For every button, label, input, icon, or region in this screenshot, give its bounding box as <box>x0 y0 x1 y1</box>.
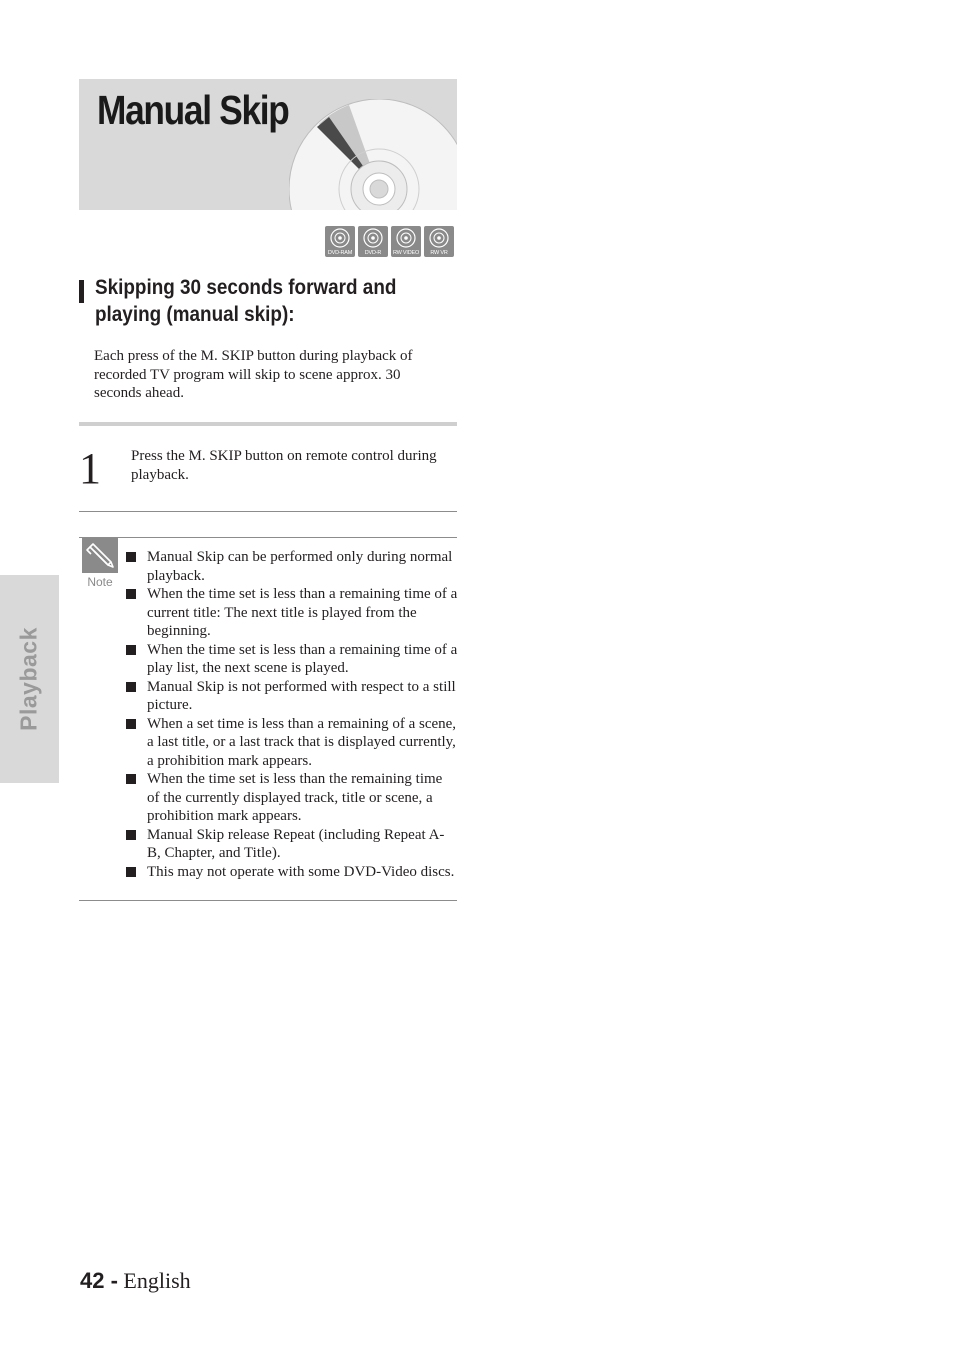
square-bullet-icon <box>126 867 136 877</box>
intro-paragraph: Each press of the M. SKIP button during playback of recorded TV program will skip to scene approx. 30 seconds ahead. <box>94 348 413 401</box>
divider-after-step <box>79 511 457 512</box>
disc-badge-icon <box>396 228 416 248</box>
disc-badge-dvd-ram <box>325 226 355 257</box>
square-bullet-icon <box>126 774 136 784</box>
page-number: 42 - <box>80 1268 118 1293</box>
section-heading-line2: playing (manual skip): <box>95 303 295 326</box>
step-number: 1 <box>79 444 101 493</box>
note-item: Manual Skip release Repeat (including Repeat A-B, Chapter, and Title). <box>126 826 458 863</box>
note-item: Manual Skip can be performed only during normal playback. <box>126 548 458 585</box>
disc-badge-label: RW VIDEO <box>392 250 420 256</box>
disc-type-badges <box>325 226 454 257</box>
disc-icon <box>289 99 457 210</box>
disc-badge-icon <box>363 228 383 248</box>
divider-note-bottom <box>79 900 457 901</box>
square-bullet-icon <box>126 682 136 692</box>
note-list <box>126 548 458 881</box>
page-title: Manual Skip <box>97 87 289 133</box>
section-marker-bar <box>79 280 84 303</box>
footer-language: English <box>123 1268 191 1293</box>
disc-badge-label: DVD-R <box>364 250 382 256</box>
disc-badge-icon <box>330 228 350 248</box>
page-footer <box>80 1268 191 1294</box>
disc-badge-icon <box>429 228 449 248</box>
note-icon-box <box>82 538 118 573</box>
note-item: When the time set is less than the remaining time of the currently displayed track, title or scene, a prohibition mark appears. <box>126 770 458 826</box>
section-heading <box>95 274 455 328</box>
square-bullet-icon <box>126 589 136 599</box>
note-label: Note <box>87 575 113 589</box>
section-heading-line1: Skipping 30 seconds forward and <box>95 276 397 299</box>
header-band <box>79 79 457 210</box>
divider-thick <box>79 422 457 426</box>
pencil-icon <box>82 538 118 573</box>
note-item: When the time set is less than a remaining time of a current title: The next title is played from the beginning. <box>126 585 458 641</box>
disc-badge-dvd-r <box>358 226 388 257</box>
note-item: This may not operate with some DVD-Video discs. <box>126 863 458 882</box>
disc-badge-label: RW VR <box>430 250 448 256</box>
divider-note-top <box>79 537 457 538</box>
note-item: Manual Skip is not performed with respect to a still picture. <box>126 678 458 715</box>
note-item: When the time set is less than a remaining time of a play list, the next scene is played. <box>126 641 458 678</box>
square-bullet-icon <box>126 552 136 562</box>
side-tab <box>0 575 59 783</box>
side-tab-label: Playback <box>15 627 42 731</box>
square-bullet-icon <box>126 830 136 840</box>
square-bullet-icon <box>126 645 136 655</box>
note-item: When a set time is less than a remaining of a scene, a last title, or a last track that is displayed currently, a prohibition mark appears. <box>126 715 458 771</box>
disc-badge-rw-video <box>391 226 421 257</box>
disc-badge-label: DVD-RAM <box>327 250 353 256</box>
square-bullet-icon <box>126 719 136 729</box>
disc-badge-rw-vr <box>424 226 454 257</box>
step-text: Press the M. SKIP button on remote control during playback. <box>131 448 437 483</box>
